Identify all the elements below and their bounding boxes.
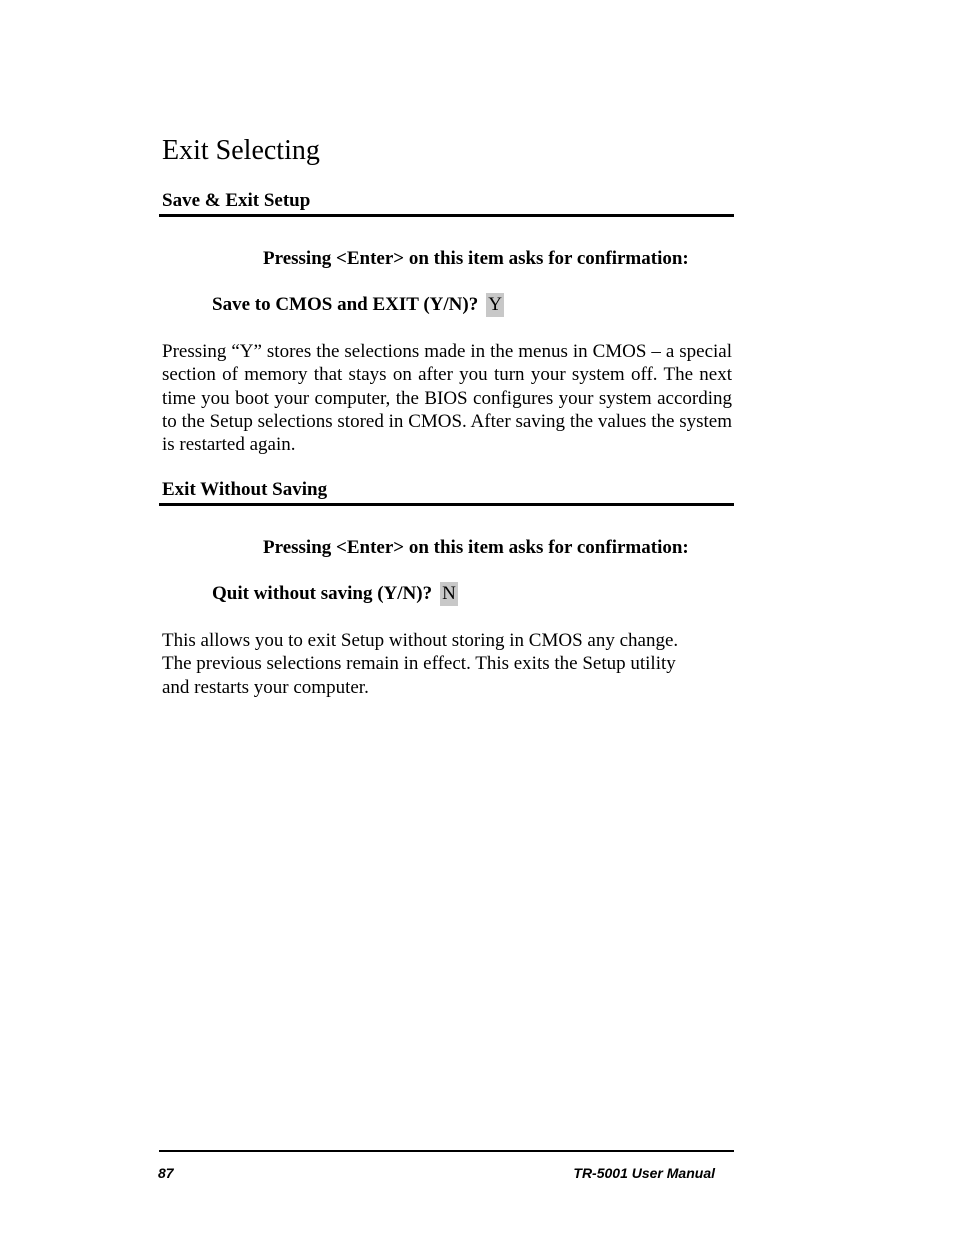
page-number: 87 [158,1165,174,1181]
section-heading-exit-without-saving: Exit Without Saving [162,479,328,500]
exit-without-saving-description [162,629,732,699]
description-line: and restarts your computer. [162,676,369,698]
confirmation-note: Pressing <Enter> on this item asks for confirmation: [263,537,689,558]
quit-prompt [212,582,458,606]
confirmation-note: Pressing <Enter> on this item asks for confirmation: [263,248,689,269]
prompt-text: Save to CMOS and EXIT (Y/N)? [212,294,479,315]
footer-divider [159,1150,734,1152]
prompt-answer-highlight: N [442,583,456,604]
section-divider [159,503,734,506]
description-line: The previous selections remain in effect. This exits the Setup utility [162,653,676,675]
prompt-answer-highlight: Y [488,294,502,315]
save-exit-description: Pressing “Y” stores the selections made in the menus in CMOS – a special section of memory that stays on after you turn your system off. The next time you boot your computer, the BIOS configures your system according to the Setup selections stored in CMOS. After saving the values the system is restarted again. [162,341,732,456]
section-heading-save-exit: Save & Exit Setup [162,190,311,211]
page-title: Exit Selecting [162,135,320,166]
save-exit-prompt [212,293,504,317]
description-line: This allows you to exit Setup without storing in CMOS any change. [162,630,679,651]
prompt-text: Quit without saving (Y/N)? [212,583,433,604]
manual-name: TR-5001 User Manual [573,1165,715,1181]
section-divider [159,214,734,217]
